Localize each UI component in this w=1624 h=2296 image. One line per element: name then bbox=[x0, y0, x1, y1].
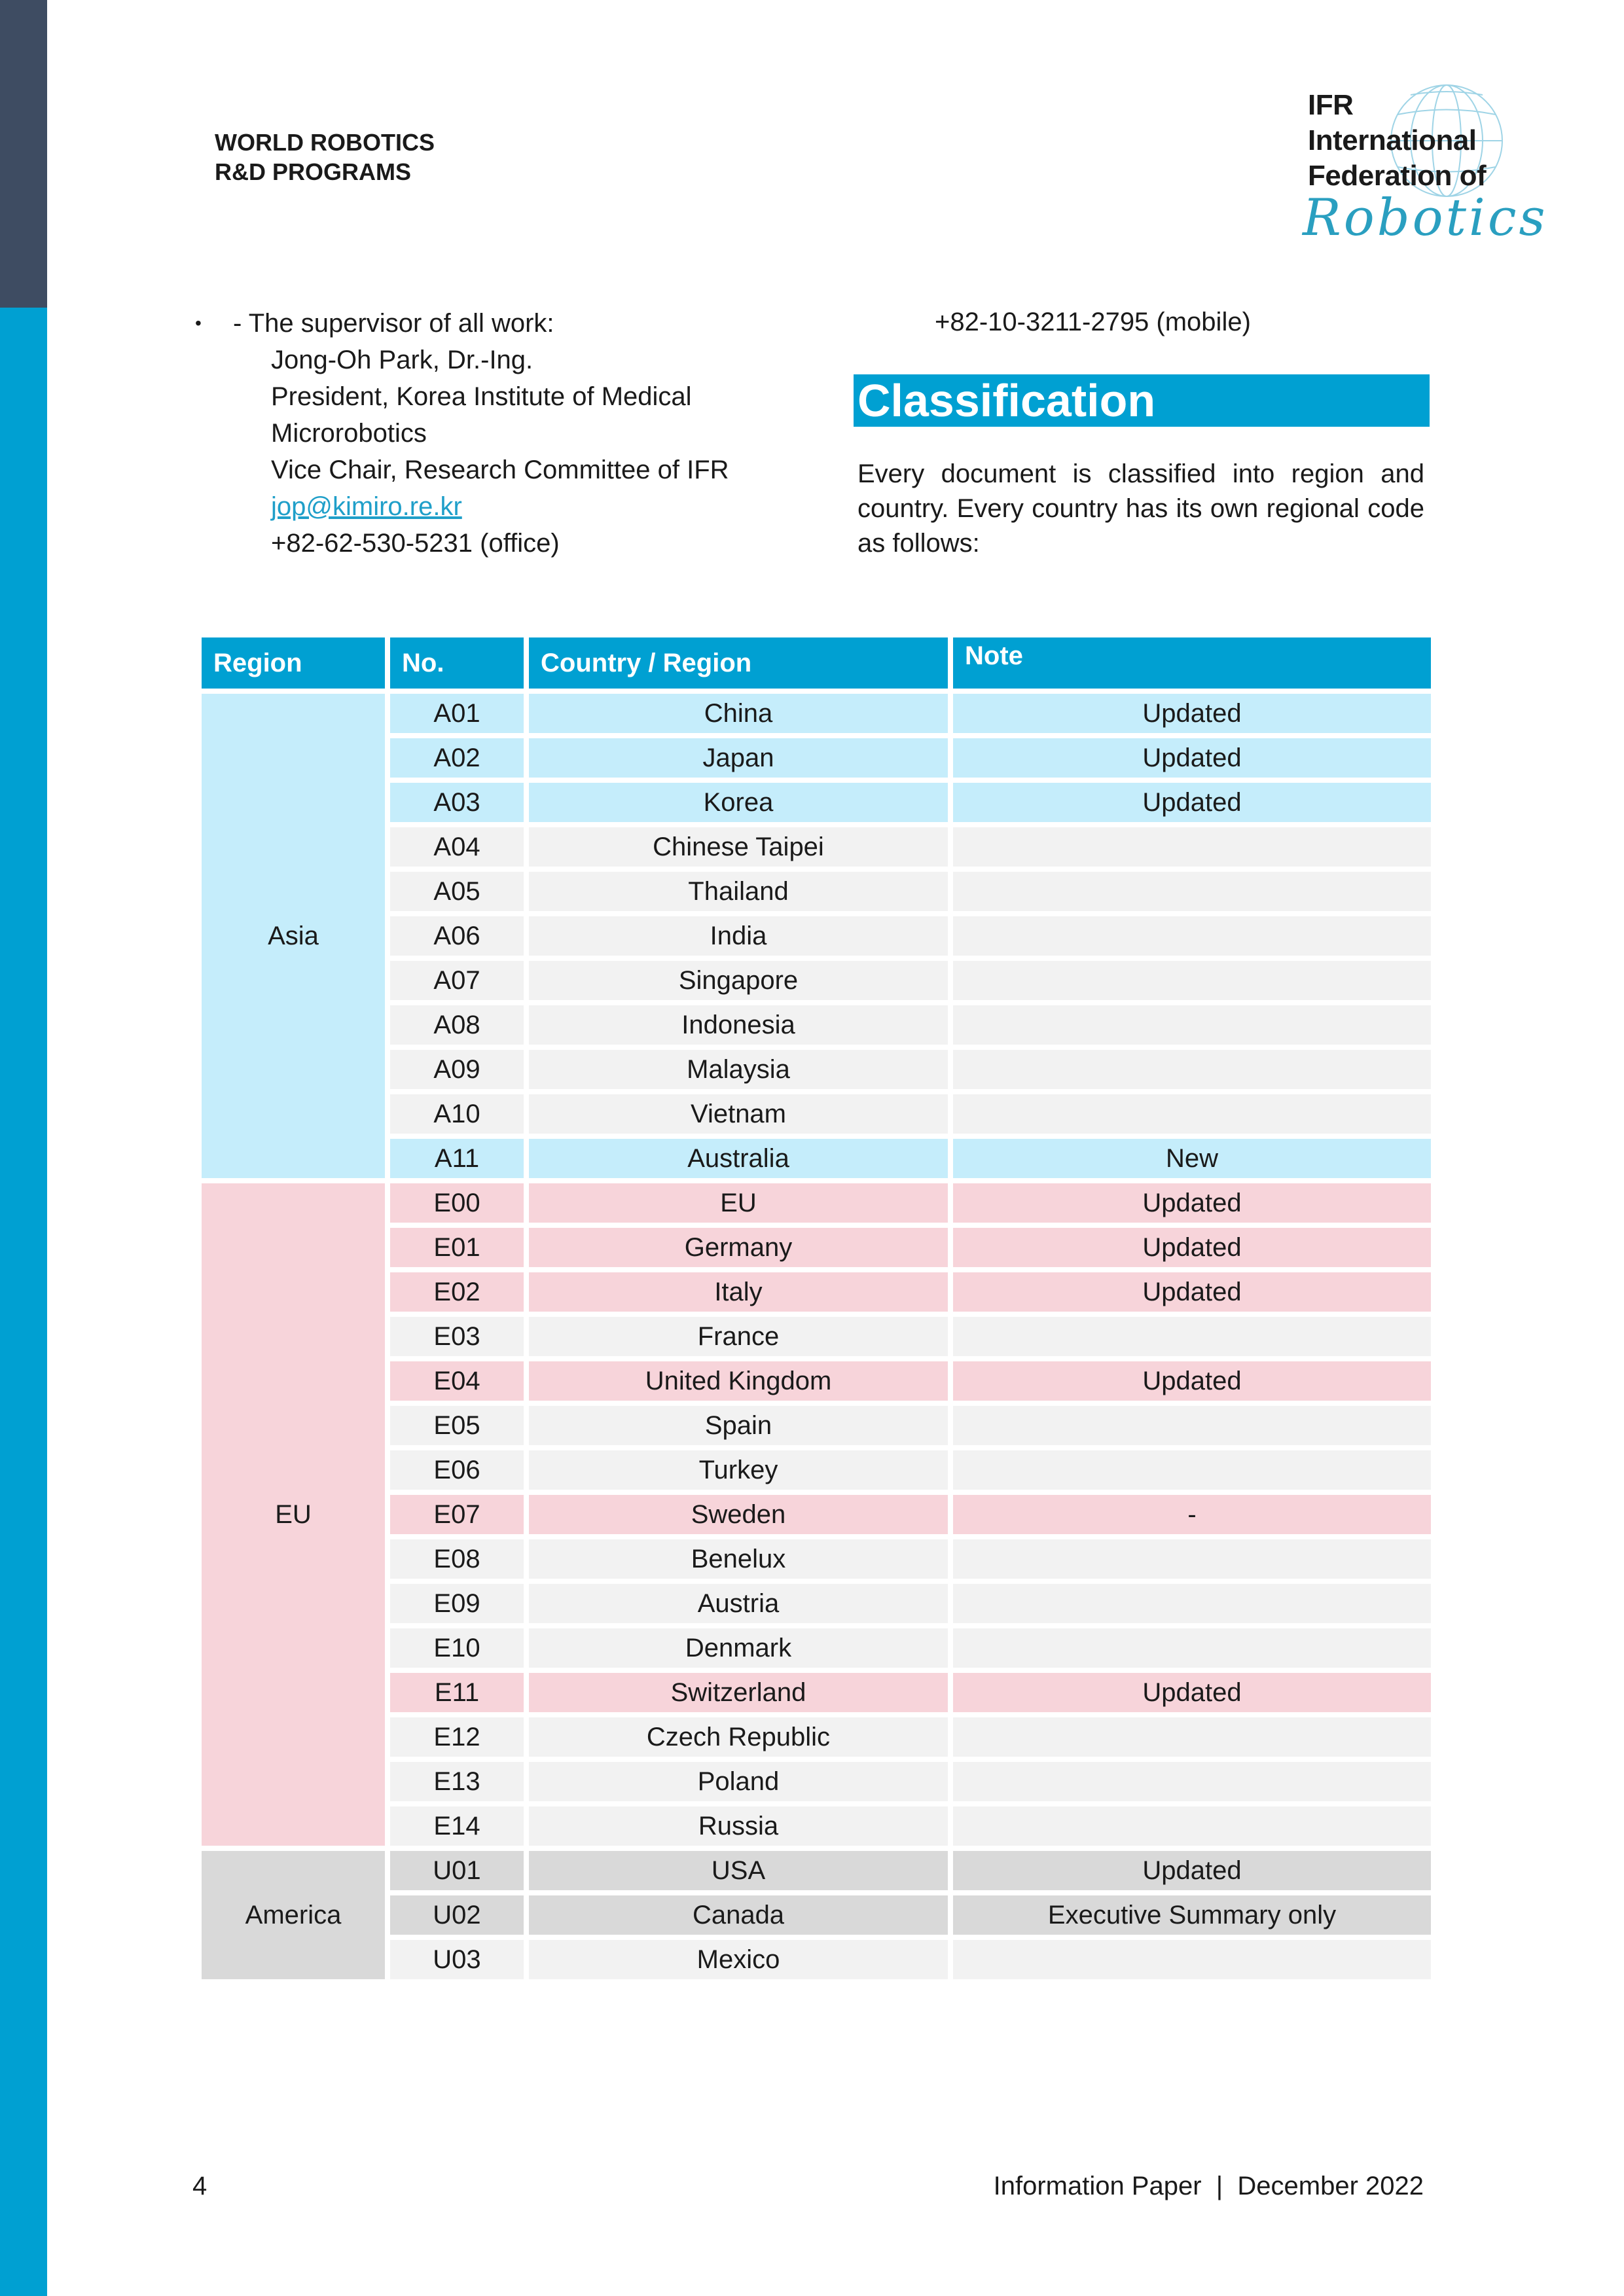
note-cell bbox=[953, 1584, 1431, 1623]
country-cell: Chinese Taipei bbox=[529, 827, 948, 867]
header-line-2: R&D PROGRAMS bbox=[215, 158, 412, 185]
no-cell: E09 bbox=[390, 1584, 524, 1623]
footer-info: Information Paper | December 2022 bbox=[993, 2172, 1424, 2200]
country-cell: Russia bbox=[529, 1806, 948, 1846]
country-cell: Sweden bbox=[529, 1495, 948, 1534]
table-row bbox=[202, 1895, 1431, 1935]
country-cell: Malaysia bbox=[529, 1050, 948, 1089]
logo-line-2: International bbox=[1308, 124, 1477, 156]
supervisor-contact bbox=[195, 305, 784, 562]
no-cell: A11 bbox=[390, 1139, 524, 1178]
country-cell: Turkey bbox=[529, 1450, 948, 1490]
country-cell: Denmark bbox=[529, 1628, 948, 1668]
table-row bbox=[202, 1806, 1431, 1846]
supervisor-name: Jong-Oh Park, Dr.-Ing. bbox=[271, 346, 533, 374]
table-row bbox=[202, 1495, 1431, 1534]
supervisor-title-3: Vice Chair, Research Committee of IFR bbox=[271, 456, 729, 484]
country-cell: Canada bbox=[529, 1895, 948, 1935]
country-cell: Vietnam bbox=[529, 1094, 948, 1134]
table-row bbox=[202, 1584, 1431, 1623]
country-cell: France bbox=[529, 1317, 948, 1356]
country-cell: USA bbox=[529, 1851, 948, 1890]
table-row bbox=[202, 961, 1431, 1000]
email-link[interactable]: jop@kimiro.re.kr bbox=[271, 492, 462, 521]
note-cell: Updated bbox=[953, 1272, 1431, 1312]
note-cell: - bbox=[953, 1495, 1431, 1534]
note-cell bbox=[953, 1050, 1431, 1089]
table-row bbox=[202, 827, 1431, 867]
table-row bbox=[202, 1539, 1431, 1579]
country-cell: Indonesia bbox=[529, 1005, 948, 1045]
region-cell: Asia bbox=[202, 694, 385, 1178]
region-cell: EU bbox=[202, 1183, 385, 1846]
note-cell: Updated bbox=[953, 1361, 1431, 1401]
no-cell: E05 bbox=[390, 1406, 524, 1445]
classification-intro: Every document is classified into region and country. Every country has its own regional code as follows: bbox=[857, 459, 1424, 558]
page-number: 4 bbox=[192, 2172, 208, 2200]
note-cell bbox=[953, 961, 1431, 1000]
side-bar-dark bbox=[0, 0, 47, 308]
note-cell bbox=[953, 827, 1431, 867]
country-cell: Singapore bbox=[529, 961, 948, 1000]
no-cell: U02 bbox=[390, 1895, 524, 1935]
table-row bbox=[202, 1183, 1431, 1223]
note-cell bbox=[953, 1762, 1431, 1801]
side-bar-blue bbox=[0, 308, 47, 2296]
country-cell: Thailand bbox=[529, 872, 948, 911]
no-cell: E04 bbox=[390, 1361, 524, 1401]
supervisor-title-2: Microrobotics bbox=[271, 419, 427, 448]
no-cell: U03 bbox=[390, 1940, 524, 1979]
note-cell bbox=[953, 1317, 1431, 1356]
note-cell: Updated bbox=[953, 1673, 1431, 1712]
country-cell: Japan bbox=[529, 738, 948, 778]
no-cell: A09 bbox=[390, 1050, 524, 1089]
note-cell: Updated bbox=[953, 1228, 1431, 1267]
no-cell: A07 bbox=[390, 961, 524, 1000]
no-cell: E11 bbox=[390, 1673, 524, 1712]
no-cell: E00 bbox=[390, 1183, 524, 1223]
note-cell bbox=[953, 1005, 1431, 1045]
no-cell: A05 bbox=[390, 872, 524, 911]
note-cell: Updated bbox=[953, 1851, 1431, 1890]
classification-title: Classification bbox=[854, 374, 1430, 427]
country-cell: Australia bbox=[529, 1139, 948, 1178]
country-cell: Germany bbox=[529, 1228, 948, 1267]
no-cell: A04 bbox=[390, 827, 524, 867]
country-cell: EU bbox=[529, 1183, 948, 1223]
note-cell: Executive Summary only bbox=[953, 1895, 1431, 1935]
note-cell bbox=[953, 1094, 1431, 1134]
no-cell: E13 bbox=[390, 1762, 524, 1801]
country-cell: Austria bbox=[529, 1584, 948, 1623]
country-cell: Mexico bbox=[529, 1940, 948, 1979]
no-cell: E01 bbox=[390, 1228, 524, 1267]
region-cell: America bbox=[202, 1851, 385, 1979]
logo-script: Robotics bbox=[1303, 188, 1548, 247]
logo-text bbox=[1308, 88, 1486, 194]
note-cell bbox=[953, 1406, 1431, 1445]
no-cell: A01 bbox=[390, 694, 524, 733]
table-row bbox=[202, 783, 1431, 822]
no-cell: E06 bbox=[390, 1450, 524, 1490]
header-region: Region bbox=[202, 637, 385, 689]
header-line-1: WORLD ROBOTICS bbox=[215, 129, 435, 156]
no-cell: E08 bbox=[390, 1539, 524, 1579]
document-header bbox=[215, 128, 435, 187]
no-cell: A02 bbox=[390, 738, 524, 778]
country-cell: Czech Republic bbox=[529, 1717, 948, 1757]
note-cell bbox=[953, 916, 1431, 956]
bullet: • bbox=[195, 313, 202, 333]
table-row bbox=[202, 1005, 1431, 1045]
table-header-row bbox=[202, 637, 1431, 689]
office-phone: +82-62-530-5231 (office) bbox=[271, 529, 560, 558]
note-cell bbox=[953, 1806, 1431, 1846]
table-row bbox=[202, 1762, 1431, 1801]
no-cell: E07 bbox=[390, 1495, 524, 1534]
table-row bbox=[202, 1851, 1431, 1890]
table-row bbox=[202, 1940, 1431, 1979]
note-cell bbox=[953, 1940, 1431, 1979]
table-row bbox=[202, 1717, 1431, 1757]
country-cell: United Kingdom bbox=[529, 1361, 948, 1401]
note-cell: Updated bbox=[953, 738, 1431, 778]
table-row bbox=[202, 1673, 1431, 1712]
table-row bbox=[202, 916, 1431, 956]
ifr-logo bbox=[1303, 79, 1551, 247]
table-row bbox=[202, 872, 1431, 911]
country-cell: China bbox=[529, 694, 948, 733]
note-cell: New bbox=[953, 1139, 1431, 1178]
table-row bbox=[202, 1272, 1431, 1312]
note-cell bbox=[953, 1717, 1431, 1757]
table-row bbox=[202, 1406, 1431, 1445]
header-note: Note bbox=[953, 637, 1431, 689]
no-cell: E10 bbox=[390, 1628, 524, 1668]
note-cell bbox=[953, 1450, 1431, 1490]
table-row bbox=[202, 694, 1431, 733]
country-cell: Spain bbox=[529, 1406, 948, 1445]
header-country: Country / Region bbox=[529, 637, 948, 689]
no-cell: E03 bbox=[390, 1317, 524, 1356]
country-cell: Korea bbox=[529, 783, 948, 822]
no-cell: A06 bbox=[390, 916, 524, 956]
no-cell: U01 bbox=[390, 1851, 524, 1890]
table-row bbox=[202, 1450, 1431, 1490]
logo-line-1: IFR bbox=[1308, 89, 1354, 121]
no-cell: A03 bbox=[390, 783, 524, 822]
table-row bbox=[202, 738, 1431, 778]
country-cell: Switzerland bbox=[529, 1673, 948, 1712]
country-cell: Italy bbox=[529, 1272, 948, 1312]
country-cell: Poland bbox=[529, 1762, 948, 1801]
table-row bbox=[202, 1139, 1431, 1178]
table-row bbox=[202, 1050, 1431, 1089]
supervisor-role: - The supervisor of all work: bbox=[233, 309, 554, 338]
no-cell: A10 bbox=[390, 1094, 524, 1134]
no-cell: A08 bbox=[390, 1005, 524, 1045]
note-cell: Updated bbox=[953, 1183, 1431, 1223]
note-cell bbox=[953, 1628, 1431, 1668]
table-row bbox=[202, 1361, 1431, 1401]
table-row bbox=[202, 1317, 1431, 1356]
no-cell: E12 bbox=[390, 1717, 524, 1757]
note-cell: Updated bbox=[953, 694, 1431, 733]
classification-table bbox=[196, 632, 1436, 1984]
note-cell: Updated bbox=[953, 783, 1431, 822]
supervisor-title-1: President, Korea Institute of Medical bbox=[271, 382, 692, 411]
header-no: No. bbox=[390, 637, 524, 689]
country-cell: Benelux bbox=[529, 1539, 948, 1579]
mobile-phone: +82-10-3211-2795 (mobile) bbox=[935, 308, 1251, 336]
table-row bbox=[202, 1628, 1431, 1668]
no-cell: E14 bbox=[390, 1806, 524, 1846]
logo-line-3: Federation of bbox=[1308, 160, 1487, 192]
no-cell: E02 bbox=[390, 1272, 524, 1312]
note-cell bbox=[953, 1539, 1431, 1579]
table-row bbox=[202, 1094, 1431, 1134]
table-row bbox=[202, 1228, 1431, 1267]
country-cell: India bbox=[529, 916, 948, 956]
note-cell bbox=[953, 872, 1431, 911]
